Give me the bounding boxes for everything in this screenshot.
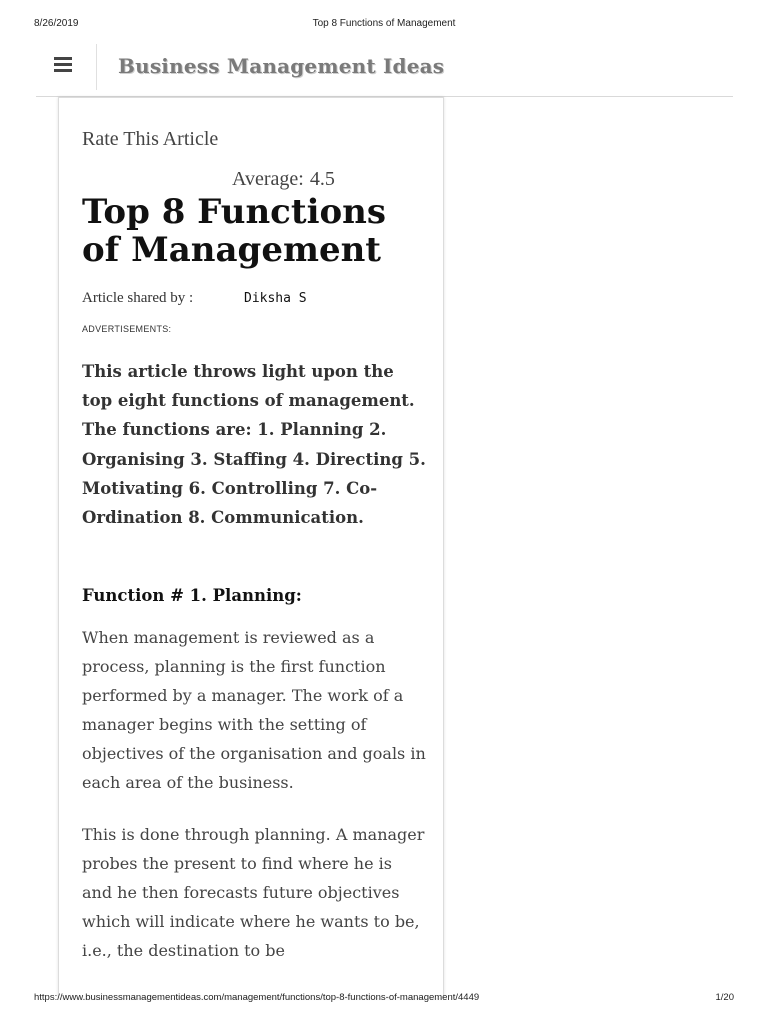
average-rating — [232, 168, 335, 191]
rate-article-label: Rate This Article — [82, 128, 219, 150]
print-header — [0, 18, 768, 32]
print-document-title: Top 8 Functions of Management — [312, 18, 456, 29]
article-title: Top 8 Functions of Management — [82, 192, 387, 270]
average-rating-label: Average: — [232, 168, 304, 190]
print-url: https://www.businessmanagementideas.com/management/functions/top-8-functions-of-management/4449 — [34, 992, 480, 1003]
header-divider — [96, 44, 97, 90]
section-heading: Function # 1. Planning: — [82, 586, 302, 605]
article-card — [58, 97, 444, 998]
print-footer — [0, 992, 768, 1006]
section-paragraph: This is done through planning. A manager probes the present to find where he is and he then forecasts future objectives which will indicate where he wants to be, i.e., the destination to be — [82, 825, 425, 960]
site-header — [36, 44, 733, 97]
advertisements-label: ADVERTISEMENTS: — [82, 324, 172, 334]
section-paragraph: When management is reviewed as a process, planning is the first function performed by a manager. The work of a manager begins with the setting of objectives of the organisation and goals in each area of the business. — [82, 628, 426, 792]
page-number: 1/20 — [715, 992, 734, 1003]
average-rating-value: 4.5 — [309, 168, 335, 190]
hamburger-menu-icon[interactable] — [54, 54, 78, 78]
article-intro: This article throws light upon the top eight functions of management. The functions are: 1. Planning 2. Organising 3. Staffing 4. Directing 5. Motivating 6. Controlling 7. Co-Ordination 8. Communication. — [82, 362, 426, 528]
print-date: 8/26/2019 — [34, 18, 79, 29]
site-title-link[interactable]: Business Management Ideas — [118, 54, 445, 78]
byline-label: Article shared by : — [82, 290, 194, 306]
author-name-link[interactable]: Diksha S — [244, 291, 307, 306]
